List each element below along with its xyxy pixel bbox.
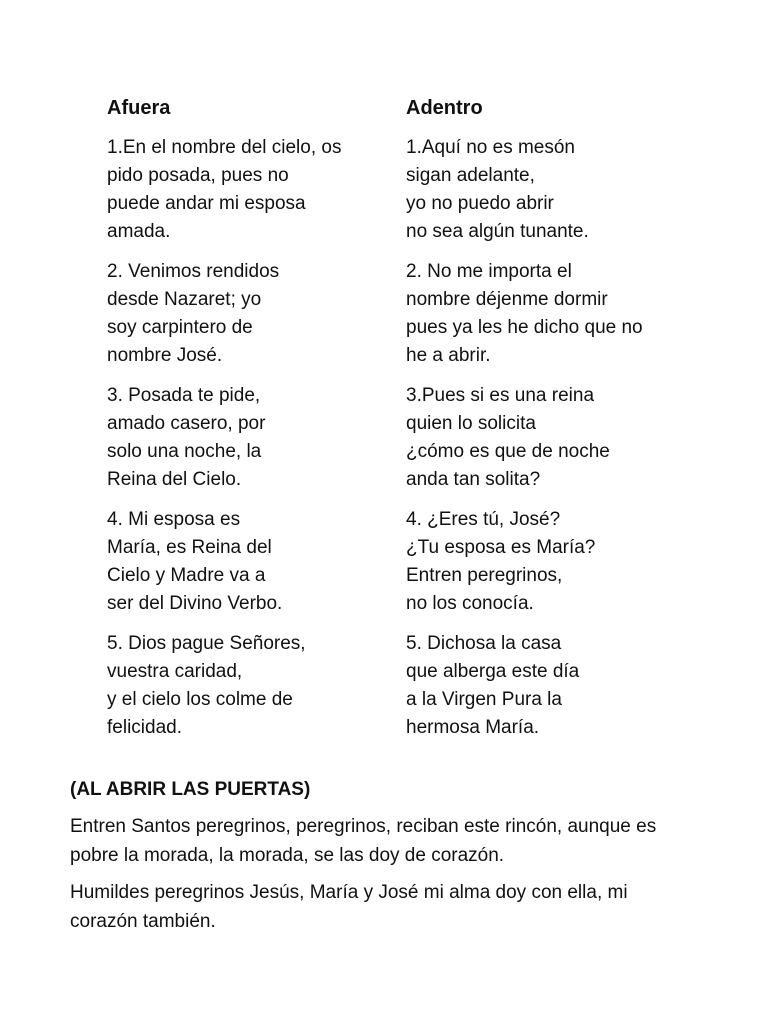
verse-line: desde Nazaret; yo [107, 289, 262, 310]
verse-line: 2. Venimos rendidos [107, 261, 280, 282]
verse-line: Reina del Cielo. [107, 469, 242, 490]
verse-line: quien lo solicita [406, 413, 536, 434]
verse-line: y el cielo los colme de [107, 689, 293, 710]
verse-line: he a abrir. [406, 345, 491, 366]
verse-line: 4. ¿Eres tú, José? [406, 509, 561, 530]
verse-line: 4. Mi esposa es [107, 509, 241, 530]
verse-line: 2. No me importa el [406, 261, 572, 282]
verse-line: yo no puedo abrir [406, 193, 554, 214]
closing-paragraph-2 [70, 878, 710, 936]
afuera-verse-5 [107, 630, 377, 742]
adentro-heading: Adentro [406, 97, 483, 119]
closing-section [70, 776, 710, 944]
verse-line: solo una noche, la [107, 441, 262, 462]
verse-line: amado casero, por [107, 413, 266, 434]
verse-line: ¿Tu esposa es María? [406, 537, 596, 558]
verse-line: ¿cómo es que de noche [406, 441, 610, 462]
verse-line: anda tan solita? [406, 469, 541, 490]
adentro-verse-5 [406, 630, 696, 742]
verse-line: 5. Dios pague Señores, [107, 633, 306, 654]
verse-line: 3. Posada te pide, [107, 385, 261, 406]
verse-line: no los conocía. [406, 593, 534, 614]
paragraph-line: Entren Santos peregrinos, peregrinos, reciban este rincón, aunque es [70, 816, 657, 837]
verse-line: Entren peregrinos, [406, 565, 563, 586]
verse-line: 1.Aquí no es mesón [406, 137, 575, 158]
afuera-verse-3 [107, 382, 377, 494]
verse-line: pues ya les he dicho que no [406, 317, 643, 338]
verse-line: hermosa María. [406, 717, 540, 738]
afuera-verse-2 [107, 258, 377, 370]
verse-line: ser del Divino Verbo. [107, 593, 283, 614]
verse-line: soy carpintero de [107, 317, 253, 338]
verse-line: que alberga este día [406, 661, 580, 682]
paragraph-line: corazón también. [70, 911, 216, 932]
verse-line: felicidad. [107, 717, 182, 738]
adentro-verse-4 [406, 506, 696, 618]
verse-line: sigan adelante, [406, 165, 535, 186]
afuera-verse-4 [107, 506, 377, 618]
verse-line: vuestra caridad, [107, 661, 243, 682]
verse-line: nombre José. [107, 345, 223, 366]
verse-line: María, es Reina del [107, 537, 272, 558]
afuera-column [107, 94, 377, 754]
adentro-verse-3 [406, 382, 696, 494]
paragraph-line: pobre la morada, la morada, se las doy de corazón. [70, 845, 505, 866]
closing-heading: (AL ABRIR LAS PUERTAS) [70, 779, 311, 800]
adentro-verse-1 [406, 134, 696, 246]
verse-line: nombre déjenme dormir [406, 289, 608, 310]
verse-line: 1.En el nombre del cielo, os [107, 137, 342, 158]
afuera-heading: Afuera [107, 97, 171, 119]
afuera-verse-1 [107, 134, 377, 246]
verse-line: pido posada, pues no [107, 165, 289, 186]
verse-line: amada. [107, 221, 171, 242]
verse-line: no sea algún tunante. [406, 221, 589, 242]
paragraph-line: Humildes peregrinos Jesús, María y José mi alma doy con ella, mi [70, 882, 628, 903]
closing-paragraph-1 [70, 812, 710, 870]
verse-line: Cielo y Madre va a [107, 565, 266, 586]
verse-line: a la Virgen Pura la [406, 689, 562, 710]
adentro-column [406, 94, 696, 754]
verse-line: 5. Dichosa la casa [406, 633, 562, 654]
verse-line: puede andar mi esposa [107, 193, 306, 214]
verse-line: 3.Pues si es una reina [406, 385, 595, 406]
adentro-verse-2 [406, 258, 696, 370]
